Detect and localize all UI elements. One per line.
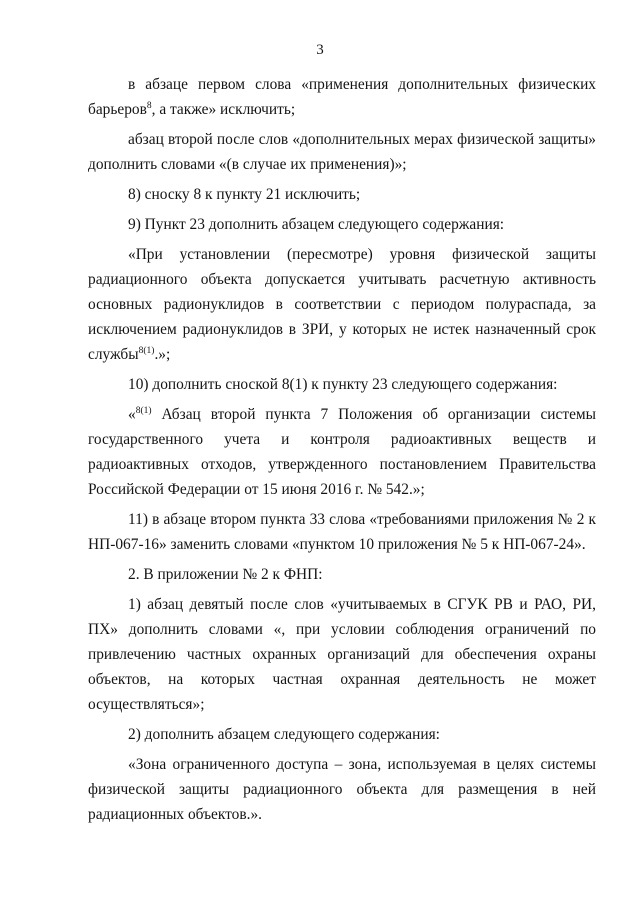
paragraph-p12: [88, 752, 596, 827]
paragraph-text: «Зона ограниченного доступа – зона, используемая в целях системы физической защиты радиационного объекта для размещения в ней радиационных объектов.».: [88, 756, 596, 823]
footnote-ref: 8: [146, 101, 152, 111]
paragraph-text: 8) сноску 8 к пункту 21 исключить;: [128, 186, 361, 203]
document-body: [88, 72, 596, 832]
footnote-ref: 8(1): [138, 346, 155, 356]
paragraph-text: 10) дополнить сноской 8(1) к пункту 23 следующего содержания:: [128, 376, 558, 393]
paragraph-text: .»;: [154, 346, 171, 363]
paragraph-text: «: [128, 406, 136, 423]
paragraph-text: Абзац второй пункта 7 Положения об организации системы государственного учета и контроля радиоактивных веществ и радиоактивных отходов, утвержденного постановлением Правительства Российской Федерации от 15 июня 2016 г. № 542.»;: [88, 406, 596, 498]
paragraph-text: абзац второй после слов «дополнительных мерах физической защиты» дополнить словами «(в случае их применения)»;: [88, 131, 596, 173]
paragraph-p1: [88, 72, 596, 122]
page-number: 3: [316, 42, 324, 58]
paragraph-p2: [88, 127, 596, 177]
paragraph-p7: [88, 402, 596, 502]
paragraph-text: 2. В приложении № 2 к ФНП:: [128, 566, 323, 583]
paragraph-p10: [88, 592, 596, 717]
paragraph-text: , а также» исключить;: [151, 101, 296, 118]
footnote-ref: 8(1): [135, 406, 152, 416]
paragraph-p5: [88, 242, 596, 367]
paragraph-text: «При установлении (пересмотре) уровня физической защиты радиационного объекта допускается учитывать расчетную активность основных радионуклидов в соответствии с периодом полураспада, за исключением радионуклидов в ЗРИ, у которых не истек назначенный срок службы: [88, 246, 596, 363]
paragraph-text: 9) Пункт 23 дополнить абзацем следующего содержания:: [128, 216, 505, 233]
paragraph-p3: [88, 182, 596, 207]
paragraph-p11: [88, 722, 596, 747]
paragraph-text: 11) в абзаце втором пункта 33 слова «требованиями приложения № 2 к НП-067-16» заменить словами «пунктом 10 приложения № 5 к НП-067-24».: [88, 511, 596, 553]
paragraph-p8: [88, 507, 596, 557]
paragraph-p4: [88, 212, 596, 237]
paragraph-text: 1) абзац девятый после слов «учитываемых в СГУК РВ и РАО, РИ, ПХ» дополнить словами «, при условии соблюдения ограничений по привлечению частных охранных организаций для обеспечения охраны объектов, на которых частная охранная деятельность не может осуществляться»;: [88, 596, 596, 713]
paragraph-p9: [88, 562, 596, 587]
paragraph-p6: [88, 372, 596, 397]
paragraph-text: 2) дополнить абзацем следующего содержания:: [128, 726, 440, 743]
paragraph-text: в абзаце первом слова «применения дополнительных физических барьеров: [88, 76, 596, 118]
